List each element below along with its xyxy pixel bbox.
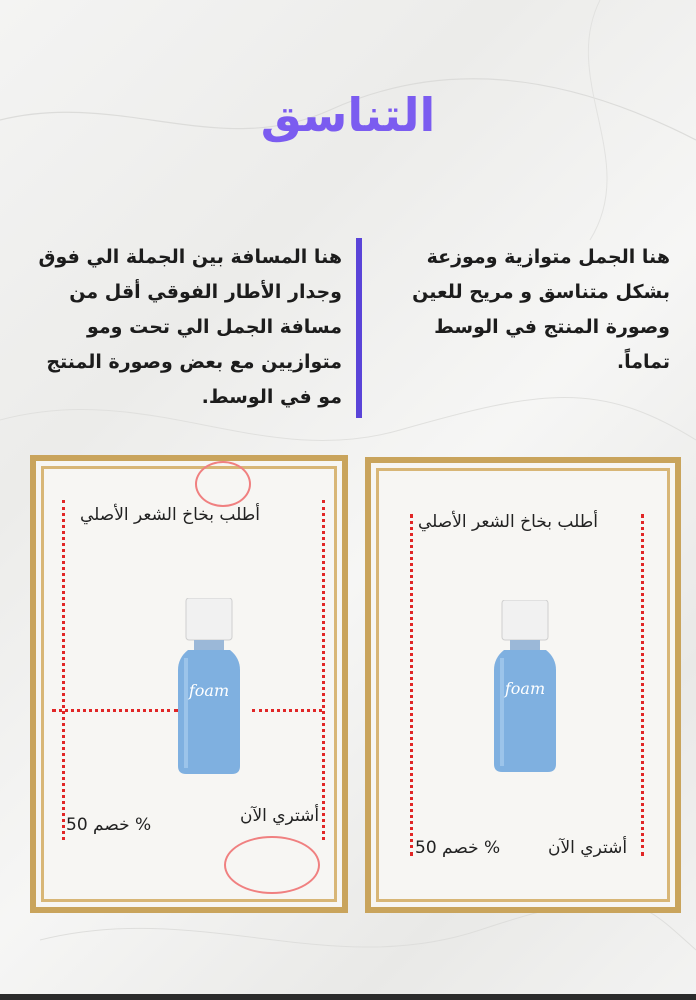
left-guide-left xyxy=(62,500,65,840)
vertical-divider xyxy=(356,238,362,418)
left-guide-horizontal-a xyxy=(52,709,178,712)
right-guide-left xyxy=(410,514,413,856)
left-guide-right xyxy=(322,500,325,840)
bottom-bar xyxy=(0,994,696,1000)
left-card-discount: خصم 50 % xyxy=(66,815,152,835)
paragraph-left: هنا المسافة بين الجملة الي فوق وجدار الأطار الفوقي أقل من مسافة الجمل الي تحت ومو متوازيين مع بعض وصورة المنتج مو في الوسط. xyxy=(38,246,342,408)
right-bottle-image xyxy=(492,600,558,774)
right-guide-right xyxy=(641,514,644,856)
svg-text:foam: foam xyxy=(504,679,546,698)
left-bottle-image xyxy=(176,598,242,776)
paragraph-right: هنا الجمل متوازية وموزعة بشكل متناسق و مريح للعين وصورة المنتج في الوسط تماماً. xyxy=(412,246,670,373)
page-title: التناسق xyxy=(260,88,436,142)
left-top-circle xyxy=(195,461,251,507)
left-bottom-circle xyxy=(224,836,320,894)
right-card-heading: أطلب بخاخ الشعر الأصلي xyxy=(418,512,598,532)
right-card-discount: خصم 50 % xyxy=(415,838,501,858)
right-card-buy-now[interactable]: أشتري الآن xyxy=(548,838,628,858)
left-guide-horizontal-b xyxy=(252,709,322,712)
svg-text:foam: foam xyxy=(188,681,230,700)
left-card-buy-now[interactable]: أشتري الآن xyxy=(240,806,320,826)
left-card-heading: أطلب بخاخ الشعر الأصلي xyxy=(80,505,260,525)
